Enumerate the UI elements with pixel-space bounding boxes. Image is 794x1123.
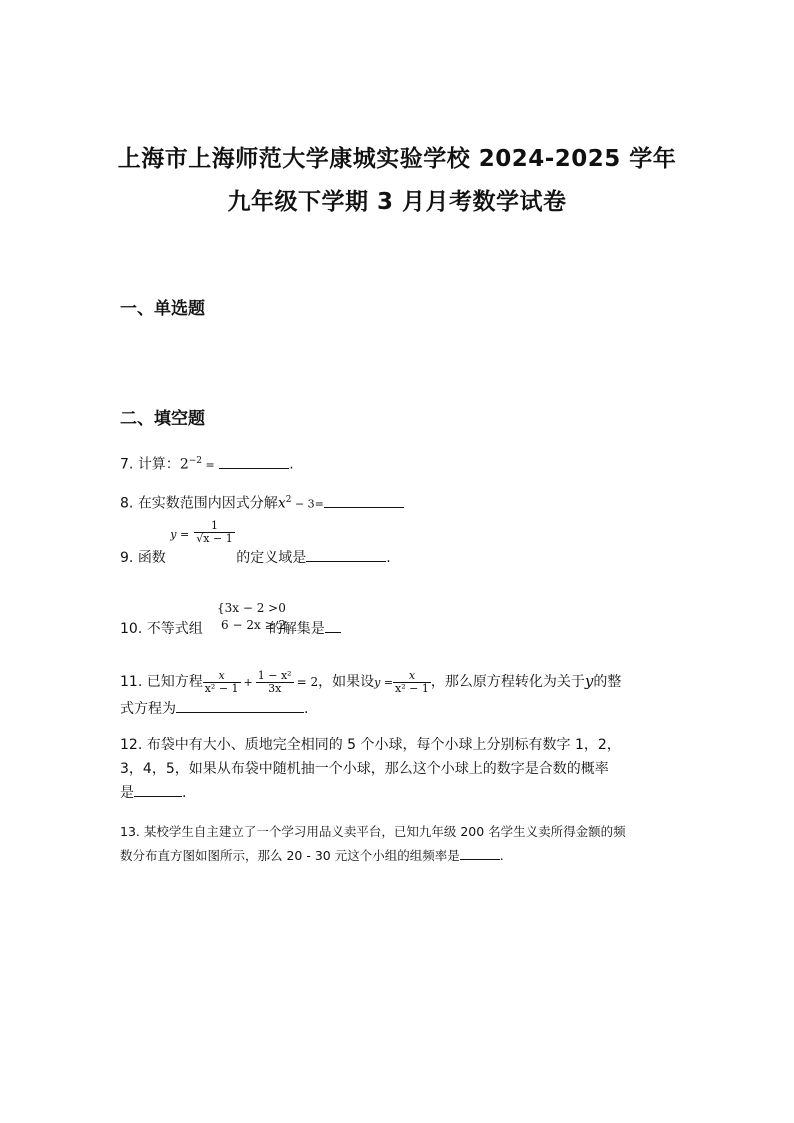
question-text-after-2: 的整 <box>593 674 622 690</box>
answer-blank[interactable] <box>460 846 500 860</box>
section-heading-single-choice: 一、单选题 <box>120 299 205 319</box>
question-11 <box>120 668 680 722</box>
inequality-2: 6 − 2x ≥ 2 <box>221 618 287 632</box>
math-lhs: y = <box>170 528 190 541</box>
inequality-1: {3x − 2 >0 <box>217 601 286 615</box>
answer-blank[interactable] <box>134 782 182 797</box>
question-number: 8. <box>120 495 134 512</box>
answer-blank[interactable] <box>219 454 289 469</box>
question-line-1: 13. 某校学生自主建立了一个学习用品义卖平台，已知九年级 200 名学生义卖所得金额的频 <box>120 824 626 839</box>
question-end: . <box>289 456 294 473</box>
question-line-2: 3，4，5，如果从布袋中随机抽一个小球，那么这个小球上的数字是合数的概率 <box>120 761 609 777</box>
fraction-numerator: 1 <box>210 519 218 532</box>
fraction-1: $\frac{x}{\text{x² − 1}}$ <box>204 668 239 695</box>
section-heading-fill-blank: 二、填空题 <box>120 409 205 429</box>
question-number: 9. <box>120 550 134 566</box>
math-exponent: −2 <box>188 456 203 466</box>
question-text: 已知方程 <box>146 674 203 690</box>
fraction-2: $\frac{\text{1 − x²}}{3x}$ <box>257 668 292 695</box>
question-13 <box>120 820 690 868</box>
math-variable: y <box>584 672 594 690</box>
question-end: . <box>499 848 504 863</box>
math-variable: x <box>277 495 286 512</box>
question-line-2: 数分布直方图如图所示，那么 20 - 30 元这个小组的组频率是 <box>120 848 460 863</box>
question-text: 在实数范围内因式分解 <box>137 495 278 512</box>
math-plus: + <box>243 676 253 689</box>
question-7 <box>120 448 294 479</box>
question-text-after: 的解集是 <box>268 621 325 637</box>
question-10 <box>120 616 341 642</box>
question-text-after: ，那么原方程转化为关于 <box>430 674 585 690</box>
answer-blank[interactable] <box>325 618 341 633</box>
question-text: 不等式组 <box>146 621 203 637</box>
question-text-after: 的定义域是 <box>236 550 307 566</box>
math-lhs: y = <box>374 676 394 689</box>
question-9 <box>120 519 391 571</box>
question-line-1: 12. 布袋中有大小、质地完全相同的 5 个小球，每个小球上分别标有数字 1，2， <box>120 737 621 753</box>
exam-title-line-2: 九年级下学期 3 月月考数学试卷 <box>227 189 567 215</box>
math-fraction <box>194 520 234 545</box>
question-end: . <box>182 785 187 801</box>
question-text: 函数 <box>137 550 166 566</box>
math-expression: − 3= <box>291 497 324 511</box>
question-text: 计算： <box>137 456 180 473</box>
question-line-3: 是 <box>120 785 134 801</box>
question-8 <box>120 487 404 518</box>
question-end: . <box>386 550 391 566</box>
fraction-3: $\frac{x}{\text{x² − 1}}$ <box>395 668 429 695</box>
exam-title-line-1: 上海市上海师范大学康城实验学校 2024-2025 学年 <box>117 146 677 172</box>
function-formula <box>170 519 236 562</box>
question-end: . <box>304 701 309 717</box>
math-exponent: 2 <box>285 495 292 505</box>
question-number: 10. <box>120 621 143 637</box>
question-number: 11. <box>120 674 143 690</box>
math-equals: = <box>202 458 215 472</box>
question-text-mid: ，如果设 <box>318 674 375 690</box>
answer-blank[interactable] <box>324 493 404 508</box>
answer-blank[interactable] <box>176 698 304 713</box>
math-base: 2 <box>179 456 189 473</box>
question-text-line-2: 式方程为 <box>120 701 176 717</box>
math-equals: = 2 <box>296 675 319 689</box>
fraction-denominator: √x − 1 <box>196 532 233 545</box>
answer-blank[interactable] <box>306 547 386 562</box>
question-12 <box>120 733 690 805</box>
question-number: 7. <box>120 456 134 473</box>
